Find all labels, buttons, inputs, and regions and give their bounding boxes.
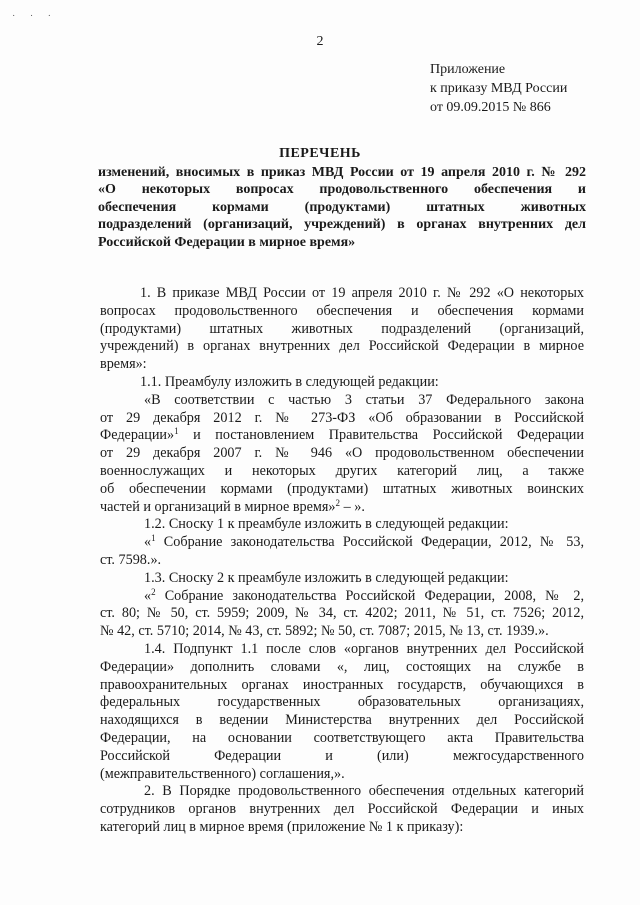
text-line: Федерации» дополнить словами «, лиц, состоящих на службе в (100, 658, 584, 675)
paragraph-1-3 (100, 570, 584, 641)
text-line: находящихся в ведении Министерства внутренних дел Российской (100, 712, 584, 729)
text-line: «В соответствии с частью 3 статьи 37 Федерального закона (144, 391, 584, 408)
footnote-ref: 1 (174, 426, 179, 437)
text-line: учреждений) в органах внутренних дел Российской Федерации в мирное (100, 338, 584, 355)
paragraph-2 (100, 783, 584, 836)
text-line: от 29 декабря 2012 г. № 273-ФЗ «Об образовании в Российской (100, 409, 584, 426)
text-line: федеральных государственных образовательных организациях, (100, 694, 584, 711)
text-fragment: Федерации» (100, 427, 175, 444)
text-line: № 42, ст. 5710; 2014, № 43, ст. 5892; № 50, ст. 7087; 2015, № 13, ст. 1939.». (100, 623, 549, 640)
text-line: ст. 7598.». (100, 551, 162, 568)
text-line: 1.2. Сноску 1 к преамбуле изложить в следующей редакции: (144, 516, 509, 533)
subtitle-line: обеспечения кормами (продуктами) штатных животных (98, 199, 586, 215)
text-line (100, 534, 584, 552)
text-fragment: Собрание законодательства Российской Федерации, 2008, № 2, (155, 587, 584, 604)
text-line: 1.3. Сноску 2 к преамбуле изложить в следующей редакции: (144, 569, 509, 586)
text-line: время»: (100, 356, 147, 373)
paragraph-1-1 (100, 374, 584, 516)
subtitle-line: изменений, вносимых в приказ МВД России от 19 апреля 2010 г. № 292 (98, 165, 586, 180)
text-line (100, 427, 584, 445)
text-line: категорий лиц в мирное время (приложение № 1 к приказу): (100, 818, 464, 835)
subtitle-line: подразделений (организаций, учреждений) в органах внутренних дел (98, 217, 586, 233)
text-line: об обеспечении кормами (продуктами) штатных животных воинских (100, 480, 584, 497)
text-line (100, 588, 584, 606)
footnote-ref: 2 (335, 497, 341, 508)
text-fragment: « (144, 587, 152, 604)
text-fragment: и постановлением Правительства Российской Федерации (178, 427, 584, 444)
footnote-ref: 1 (151, 533, 156, 544)
text-line: вопросах продовольственного обеспечения и обеспечения кормами (100, 302, 584, 319)
appendix-line-3: от 09.09.2015 № 866 (430, 100, 551, 115)
text-line: 1.1. Преамбулу изложить в следующей редакции: (140, 373, 439, 390)
text-line: 1.4. Подпункт 1.1 после слов «органов внутренних дел Российской (144, 640, 584, 657)
page-number: 2 (316, 34, 324, 49)
text-line: военнослужащих и некоторых других категорий лиц, а также (100, 462, 584, 479)
text-line (100, 499, 584, 517)
text-line: правоохранительных органах иностранных государств, обучающихся в (100, 676, 584, 693)
text-line: (межправительственного) соглашения,». (100, 765, 345, 782)
text-fragment: Собрание законодательства Российской Федерации, 2012, № 53, (155, 534, 584, 551)
text-line: (продуктами) штатных животных подразделений (организаций, (100, 320, 584, 337)
text-line: Российской Федерации и (или) межгосударственного (100, 747, 584, 764)
text-fragment: « (144, 534, 152, 551)
paragraph-1-2 (100, 516, 584, 569)
text-line: ст. 80; № 50, ст. 5959; 2009, № 34, ст. 4202; 2011, № 51, ст. 7526; 2012, (100, 605, 584, 622)
text-line: Федерации, на основании соответствующего акта Правительства (100, 729, 584, 746)
text-line: 2. В Порядке продовольственного обеспечения отдельных категорий (144, 783, 584, 800)
document-subtitle (98, 164, 586, 251)
text-line: сотрудников органов внутренних дел Российской Федерации и иных (100, 801, 584, 818)
text-line: от 29 декабря 2007 г. № 946 «О продовольственном обеспечении (100, 445, 584, 462)
footnote-ref: 2 (151, 586, 156, 597)
document-title: ПЕРЕЧЕНЬ (279, 146, 361, 161)
text-line: 1. В приказе МВД России от 19 апреля 2010 г. № 292 «О некоторых (140, 285, 584, 301)
appendix-line-2: к приказу МВД России (430, 81, 568, 96)
text-fragment: частей и организаций в мирное время» (100, 498, 336, 515)
text-fragment: – ». (340, 498, 365, 515)
paragraph-1-4 (100, 641, 584, 783)
scan-corner-marks: ˙ ˙ ˙ (12, 14, 57, 25)
appendix-line-1: Приложение (430, 62, 506, 77)
subtitle-line: Российской Федерации в мирное время» (98, 234, 356, 250)
appendix-header (430, 60, 567, 117)
subtitle-line: «О некоторых вопросах продовольственного обеспечения и (98, 182, 586, 198)
document-body (100, 285, 584, 837)
paragraph-1 (100, 285, 584, 374)
